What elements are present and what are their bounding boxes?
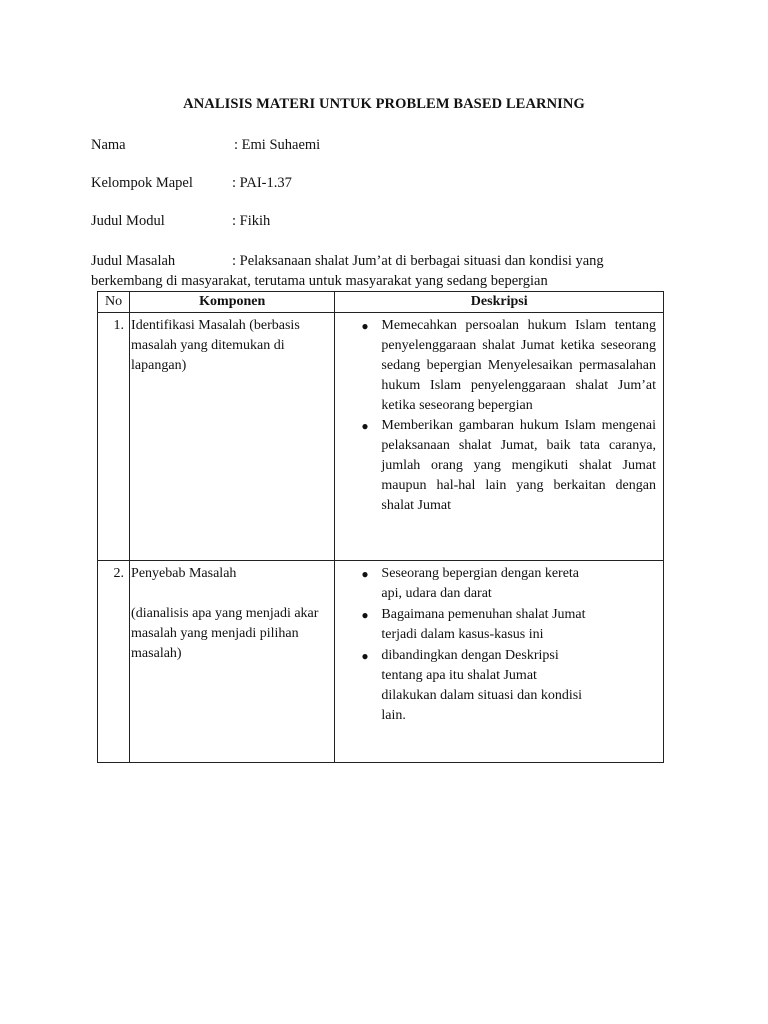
field-nama-label: Nama [91, 137, 126, 153]
table-header-row [98, 292, 664, 313]
bullet-dot-icon: ● [361, 608, 369, 622]
field-masalah-label: Judul Masalah [91, 253, 176, 269]
field-masalah-value-line1: : Pelaksanaan shalat Jum’at di berbagai situasi dan kondisi yang [232, 253, 604, 269]
bullet-dot-icon: ● [361, 649, 369, 663]
list-item [335, 316, 656, 416]
field-masalah [91, 251, 671, 291]
row-no: 1. [98, 313, 130, 561]
header-deskripsi: Deskripsi [335, 292, 664, 313]
deskripsi-list [335, 316, 656, 516]
komponen-subtext: (dianalisis apa yang menjadi akar masalah yang menjadi pilihan masalah) [131, 606, 319, 661]
table-row [98, 313, 664, 561]
bullet-dot-icon: ● [361, 419, 369, 433]
row-komponen [130, 313, 335, 561]
komponen-text: Identifikasi Masalah (berbasis masalah yang ditemukan di lapangan) [131, 318, 300, 373]
header-komponen: Komponen [130, 292, 335, 313]
header-no: No [98, 292, 130, 313]
deskripsi-list [335, 564, 656, 726]
field-kelompok-label: Kelompok Mapel [91, 175, 193, 191]
list-item-text: Memberikan gambaran hukum Islam mengenai pelaksanaan shalat Jumat, baik tata caranya, jumlah orang yang mengikuti shalat Jumat maupun hal-hal lain yang berkaitan dengan shalat Jumat [381, 418, 656, 513]
list-item [335, 564, 586, 604]
field-masalah-value-line2: berkembang di masyarakat, terutama untuk masyarakat yang sedang bepergian [91, 273, 548, 289]
document-title: ANALISIS MATERI UNTUK PROBLEM BASED LEARNING [183, 96, 585, 112]
list-item-text: dibandingkan dengan Deskripsi tentang apa itu shalat Jumat dilakukan dalam situasi dan kondisi lain. [381, 648, 583, 723]
list-item-text: Bagaimana pemenuhan shalat Jumat terjadi dalam kasus-kasus ini [381, 607, 586, 642]
list-item [335, 646, 586, 726]
list-item-text: Memecahkan persoalan hukum Islam tentang penyelenggaraan shalat Jumat ketika seseorang sedang bepergian Menyelesaikan permasalahan hukum Islam penyelenggaraan shalat Jum’at ketika seseorang bepergian [381, 318, 656, 413]
analysis-table [97, 291, 664, 763]
bullet-dot-icon: ● [361, 567, 369, 581]
field-nama-value: : Emi Suhaemi [234, 137, 321, 153]
bullet-dot-icon: ● [361, 319, 369, 333]
row-no: 2. [98, 561, 130, 763]
row-deskripsi [335, 561, 664, 763]
field-kelompok-value: : PAI-1.37 [232, 175, 292, 191]
list-item [335, 605, 586, 645]
list-item-text: Seseorang bepergian dengan kereta api, udara dan darat [381, 566, 580, 601]
table-row [98, 561, 664, 763]
row-komponen [130, 561, 335, 763]
row-deskripsi [335, 313, 664, 561]
field-modul-label: Judul Modul [91, 213, 165, 229]
list-item [335, 416, 656, 516]
field-modul-value: : Fikih [232, 213, 271, 229]
komponen-text: Penyebab Masalah [131, 566, 237, 581]
